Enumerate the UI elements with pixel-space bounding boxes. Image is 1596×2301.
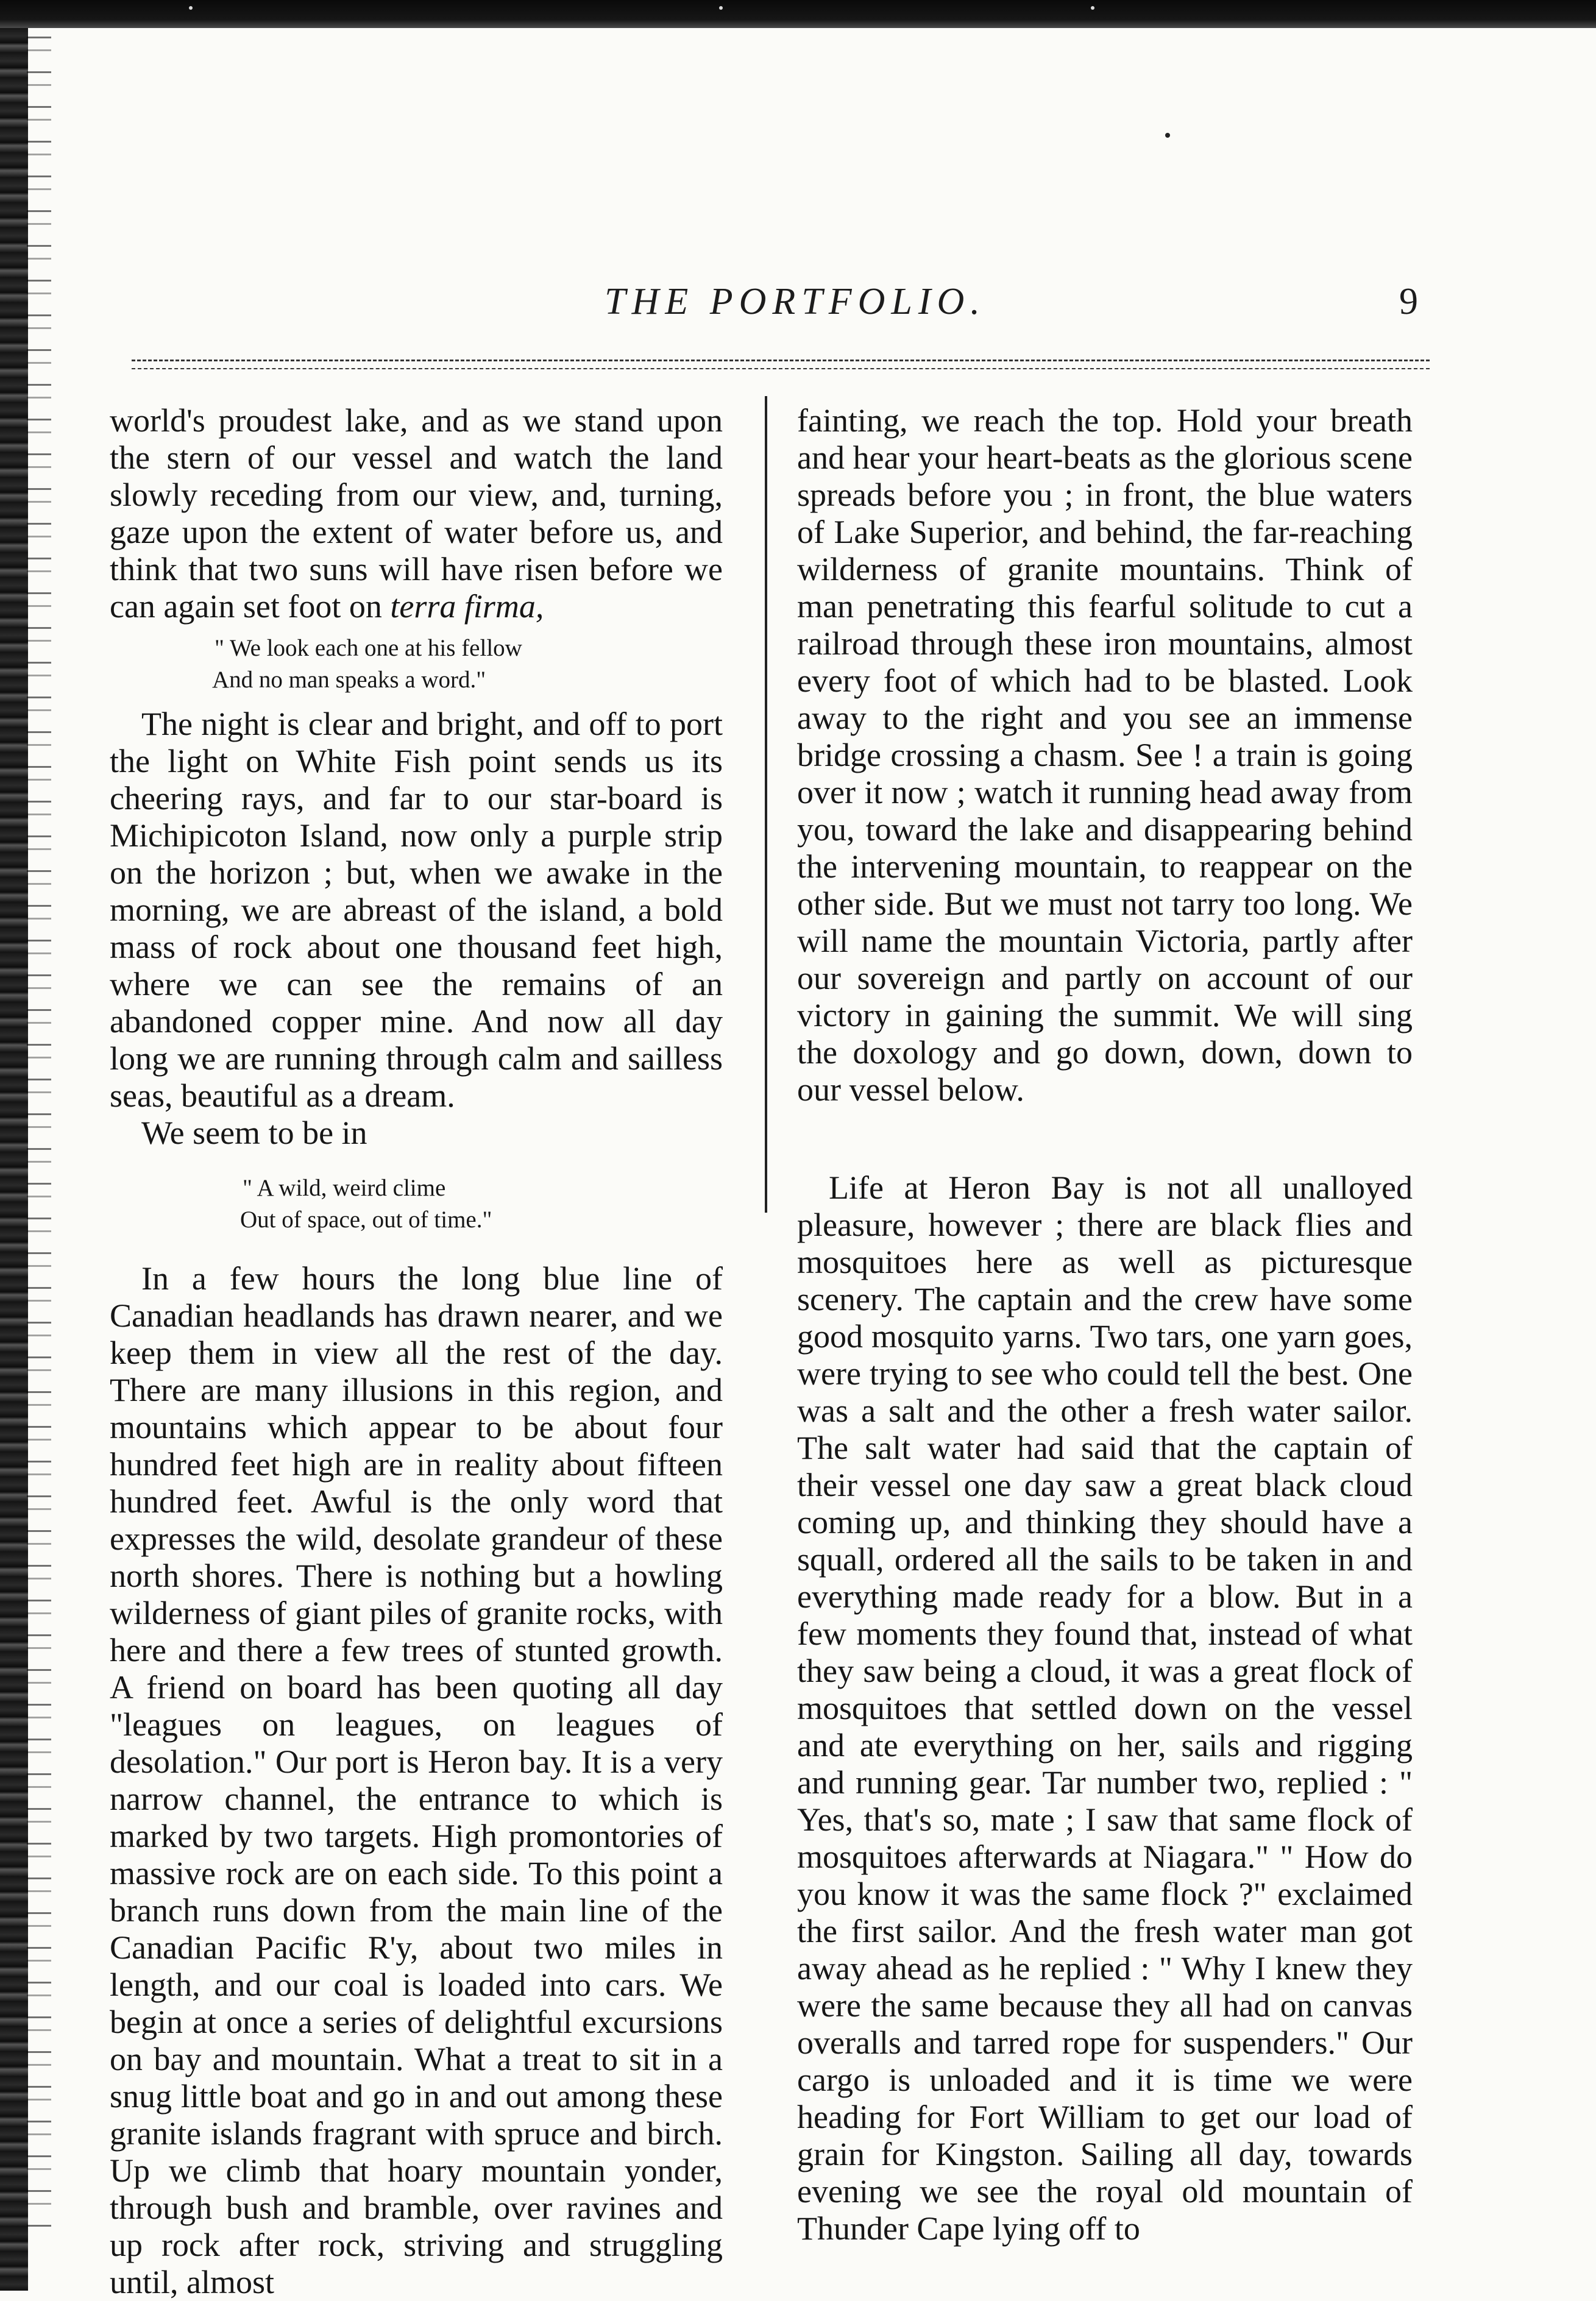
- verse-line: " We look each one at his fellow: [215, 635, 522, 661]
- scan-binding-shadow: [27, 37, 51, 2230]
- verse-quote: [110, 1172, 723, 1236]
- verse-line: " A wild, weird clime: [243, 1175, 446, 1201]
- scan-speck: [189, 6, 193, 10]
- header-rule: [132, 368, 1430, 369]
- scan-speck: [719, 6, 723, 10]
- verse-line: Out of space, out of time.": [240, 1207, 492, 1233]
- scan-top-edge: [0, 0, 1596, 28]
- paragraph: The night is clear and bright, and off to port the light on White Fish point sends us its cheering rays, and far to our star-board is Michipicoton Island, now only a purple strip on the horizon ; but, when we awake in the morning, we are abreast of the island, a bold mass of rock about one thousand feet high, where we can see the remains of an abandoned copper mine. And now all day long we are running through calm and sailless seas, beautiful as a dream.: [110, 706, 723, 1114]
- paragraph-text: world's proudest lake, and as we stand upon the stern of our vessel and watch the land slowly receding from our view, and, turning, gaze upon the extent of water before us, and think that two suns will have risen before we can again set foot on: [110, 402, 723, 625]
- right-column: [797, 402, 1413, 2247]
- verse-quote: [110, 633, 723, 696]
- italic-phrase: terra firma,: [390, 588, 544, 625]
- left-column: [110, 402, 723, 2301]
- running-header: [0, 280, 1596, 329]
- column-divider: [765, 396, 767, 1213]
- paragraph: [110, 402, 723, 625]
- scan-binding-edge: [0, 28, 28, 2291]
- paragraph: fainting, we reach the top. Hold your breath and hear your heart-beats as the glorious scene spreads before you ; in front, the blue waters of Lake Superior, and behind, the far-reaching wilderness of granite mountains. Think of man penetrating this fearful solitude to cut a railroad through these iron mountains, almost every foot of which had to be blasted. Look away to the right and you see an immense bridge crossing a chasm. See ! a train is going over it now ; watch it running head away from you, toward the lake and disappearing behind the intervening mountain, to reappear on the other side. But we must not tarry too long. We will name the mountain Victoria, partly after our sovereign and partly on account of our victory in gaining the summit. We will sing the doxology and go down, down, down to our vessel below.: [797, 402, 1413, 1108]
- header-rule: [132, 360, 1430, 361]
- ink-speck: [1165, 133, 1170, 138]
- page-number: 9: [1399, 281, 1418, 322]
- scan-speck: [1091, 6, 1094, 10]
- running-title: THE PORTFOLIO.: [605, 281, 986, 322]
- paragraph: We seem to be in: [141, 1115, 367, 1151]
- paragraph: In a few hours the long blue line of Canadian headlands has drawn nearer, and we keep them in view all the rest of the day. There are many illusions in this region, and mountains which appear to be about four hundred feet high are in reality about fifteen hundred feet. Awful is the only word that expresses the wild, desolate grandeur of these north shores. There is nothing but a howling wilderness of giant piles of granite rocks, with here and there a few trees of stunted growth. A friend on board has been quoting all day "leagues on leagues, on leagues of desolation." Our port is Heron bay. It is a very narrow channel, the entrance to which is marked by two targets. High promontories of massive rock are on each side. To this point a branch runs down from the main line of the Canadian Pacific R'y, about two miles in length, and our coal is loaded into cars. We begin at once a series of delightful excursions on bay and mountain. What a treat to sit in a snug little boat and go in and out among these granite islands fragrant with spruce and birch. Up we climb that hoary mountain yonder, through bush and bramble, over ravines and up rock after rock, striving and struggling until, almost: [110, 1260, 723, 2300]
- paragraph: Life at Heron Bay is not all unalloyed pleasure, however ; there are black flies and mosquitoes here as well as picturesque scenery. The captain and the crew have some good mosquito yarns. Two tars, one yarn goes, were trying to see who could tell the best. One was a salt and the other a fresh water sailor. The salt water had said that the captain of their vessel one day saw a great black cloud coming up, and thinking they should have a squall, ordered all the sails to be taken in and everything made ready for a blow. But in a few moments they found that, instead of what they saw being a cloud, it was a great flock of mosquitoes that settled down on the vessel and ate everything on her, sails and rigging and running gear. Tar number two, replied : " Yes, that's so, mate ; I saw that same flock of mosquitoes afterwards at Niagara." " How do you know it was the same flock ?" exclaimed the first sailor. And the fresh water man got away ahead as he replied : " Why I knew they were the same because they all had on canvas overalls and tarred rope for suspenders." Our cargo is unloaded and it is time we were heading for Fort William to get our load of grain for Kingston. Sailing all day, towards evening we see the royal old mountain of Thunder Cape lying off to: [797, 1169, 1413, 2247]
- verse-line: And no man speaks a word.": [212, 667, 486, 693]
